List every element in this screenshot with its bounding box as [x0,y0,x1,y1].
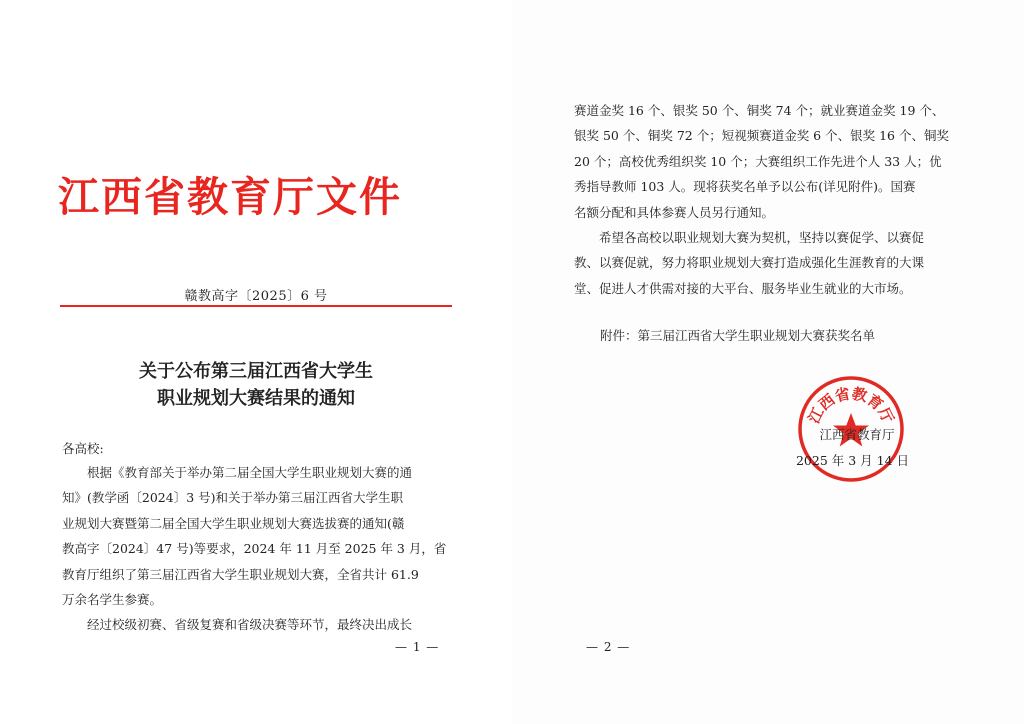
body-line: 万余名学生参赛。 [62,592,163,608]
salutation: 各高校: [62,441,104,456]
document-title [60,358,452,412]
document-header-title: 江西省教育厅文件 [58,173,402,221]
body-line: 教育厅组织了第三届江西省大学生职业规划大赛，全省共计 61.9 [62,566,419,582]
page-1-body [62,460,450,638]
body-line: 20 个；高校优秀组织奖 10 个；大赛组织工作先进个人 33 人；优 [574,153,942,169]
body-line: 希望各高校以职业规划大赛为契机，坚持以赛促学、以赛促 [599,230,925,246]
title-line-2: 职业规划大赛结果的通知 [157,388,355,409]
issue-date: 2025 年 3 月 14 日 [795,453,910,468]
body-line: 经过校级初赛、省级复赛和省级决赛等环节，最终决出成长 [87,617,413,633]
red-divider [60,305,452,307]
body-line: 知》(教学函〔2024〕3 号)和关于举办第三届江西省大学生职 [62,490,403,506]
body-line: 业规划大赛暨第二届全国大学生职业规划大赛选拔赛的通知(赣 [62,515,405,531]
body-line: 赛道金奖 16 个、银奖 50 个、铜奖 74 个；就业赛道金奖 19 个、 [574,103,945,118]
title-line-1: 关于公布第三届江西省大学生 [139,361,373,382]
body-line: 根据《教育部关于举办第二届全国大学生职业规划大赛的通 [87,465,413,480]
issuing-authority: 江西省教育厅 [819,427,895,442]
body-line: 银奖 50 个、铜奖 72 个；短视频赛道金奖 6 个、银奖 16 个、铜奖 [574,128,949,144]
page-number: — 1 — [395,640,440,654]
body-line: 名额分配和具体参赛人员另行通知。 [574,204,775,220]
attachment-note: 附件：第三届江西省大学生职业规划大赛获奖名单 [600,328,876,343]
body-line: 教、以赛促就，努力将职业规划大赛打造成强化生涯教育的大课 [574,255,925,271]
body-line: 秀指导教师 103 人。现将获奖名单予以公布(详见附件)。国赛 [574,179,916,195]
document-number: 赣教高字〔2025〕6 号 [184,289,328,304]
page-number: — 2 — [586,640,631,654]
body-line: 教高字〔2024〕47 号)等要求，2024 年 11 月至 2025 年 3 月，省 [62,541,447,557]
body-line: 堂、促进人才供需对接的大平台、服务毕业生就业的大市场。 [574,280,912,296]
page-2-body [574,98,968,301]
seal-text: 江西省教育厅 [804,384,898,427]
